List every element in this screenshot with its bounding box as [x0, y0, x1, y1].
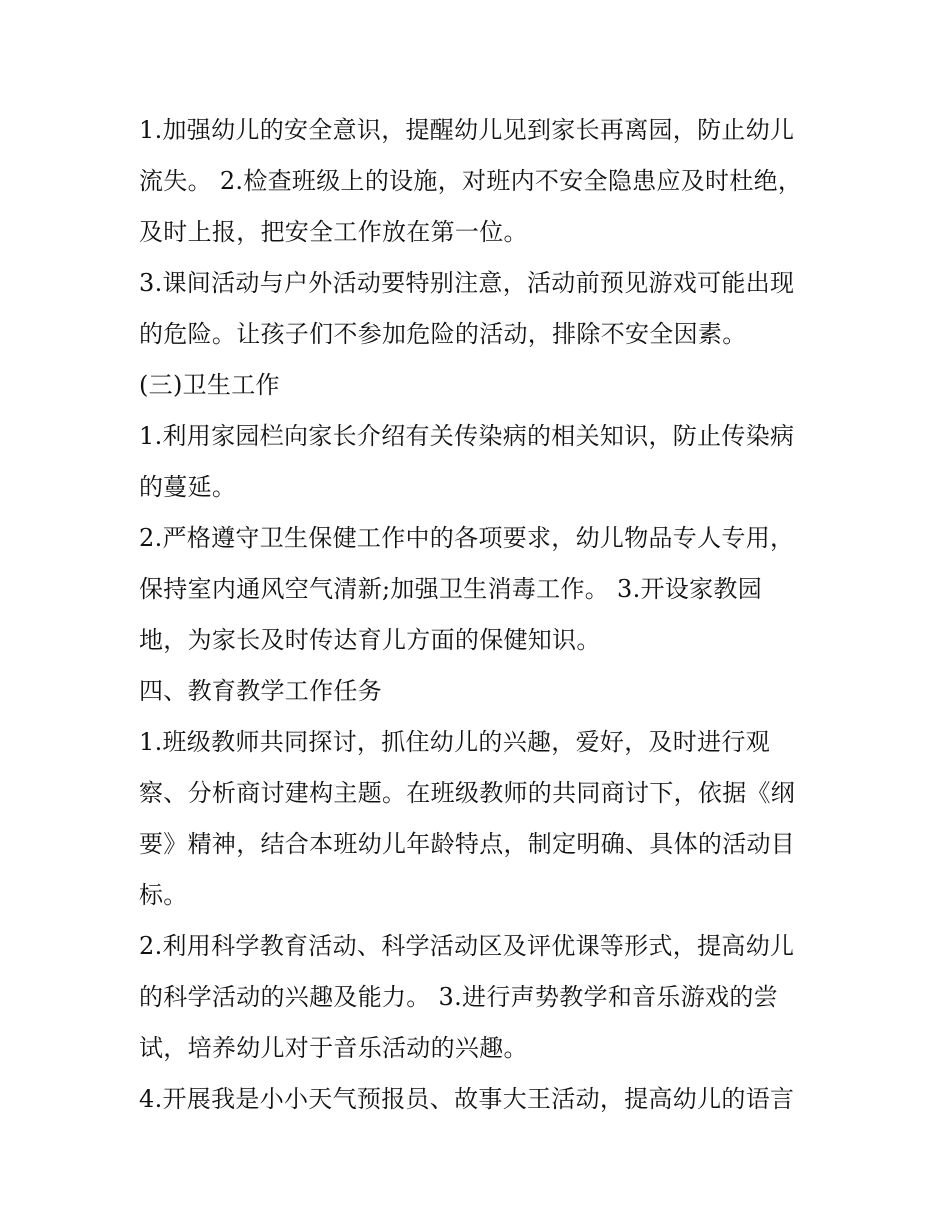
text-line-2: 流失。 2.检查班级上的设施，对班内不安全隐患应及时杜绝，	[139, 167, 803, 195]
text-line-8: 的蔓延。	[139, 473, 237, 501]
text-line-19: 试，培养幼儿对于音乐活动的兴趣。	[139, 1034, 528, 1062]
text-line-11: 地，为家长及时传达育儿方面的保健知识。	[139, 626, 601, 654]
section-heading-hygiene: (三)卫生工作	[139, 371, 280, 399]
text-line-7: 1.利用家园栏向家长介绍有关传染病的相关知识，防止传染病	[139, 422, 795, 450]
text-line-9: 2.严格遵守卫生保健工作中的各项要求，幼儿物品专人专用，	[139, 524, 795, 552]
text-line-13: 1.班级教师共同探讨，抓住幼儿的兴趣，爱好，及时进行观	[139, 728, 770, 756]
text-line-5: 的危险。让孩子们不参加危险的活动，排除不安全因素。	[139, 320, 747, 348]
text-line-1: 1.加强幼儿的安全意识，提醒幼儿见到家长再离园，防止幼儿	[139, 116, 795, 144]
text-line-14: 察、分析商讨建构主题。在班级教师的共同商讨下，依据《纲	[139, 779, 796, 807]
text-line-17: 2.利用科学教育活动、科学活动区及评优课等形式，提高幼儿	[139, 932, 795, 960]
text-line-10: 保持室内通风空气清新;加强卫生消毒工作。 3.开设家教园	[139, 575, 763, 603]
text-line-4: 3.课间活动与户外活动要特别注意，活动前预见游戏可能出现	[139, 269, 795, 297]
text-line-3: 及时上报，把安全工作放在第一位。	[139, 218, 528, 246]
text-line-20: 4.开展我是小小天气预报员、故事大王活动，提高幼儿的语言	[139, 1085, 795, 1113]
section-heading-teaching: 四、教育教学工作任务	[139, 677, 382, 705]
text-line-16: 标。	[139, 881, 188, 909]
text-line-15: 要》精神，结合本班幼儿年龄特点，制定明确、具体的活动目	[139, 830, 796, 858]
text-line-18: 的科学活动的兴趣及能力。 3.进行声势教学和音乐游戏的尝	[139, 983, 778, 1011]
document-body	[139, 105, 819, 1125]
